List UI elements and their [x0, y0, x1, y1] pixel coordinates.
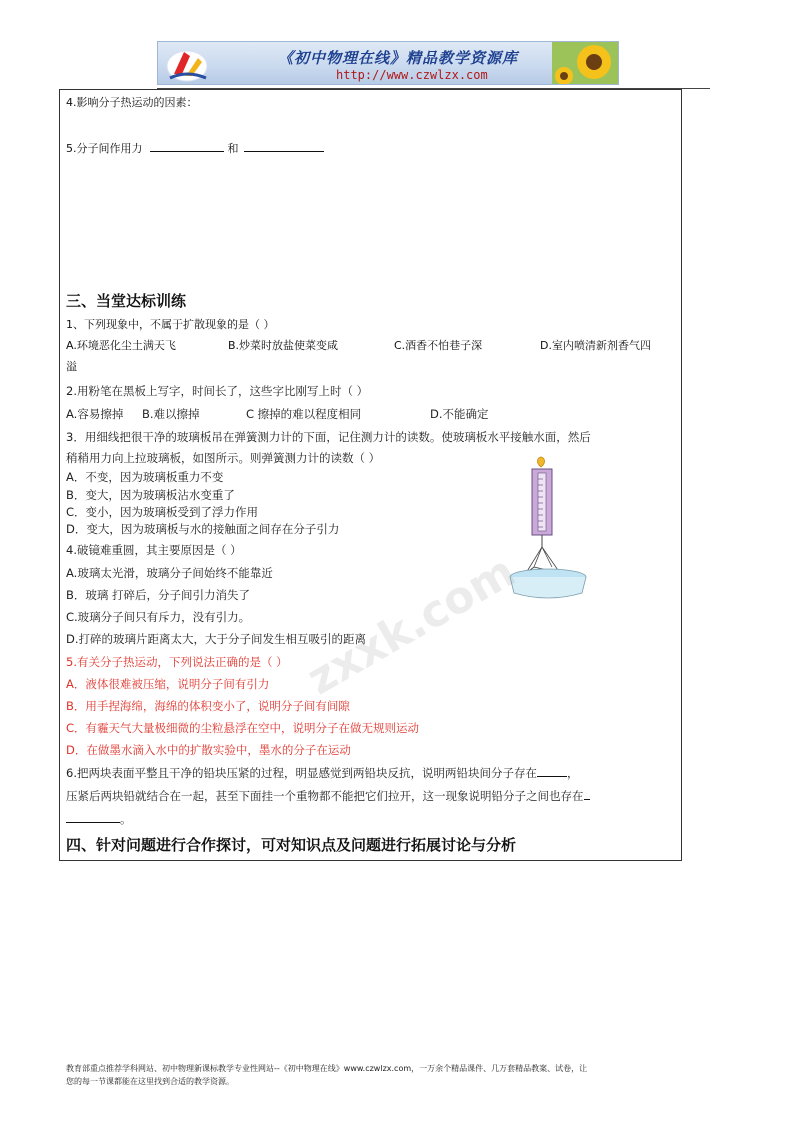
- option-d-continued: 溢: [66, 360, 77, 373]
- option-c: C．有霾天气大量极细微的尘粒悬浮在空中，说明分子在做无规则运动: [66, 721, 420, 735]
- question-6-text: 压紧后两块铅就结合在一起，甚至下面挂一个重物都不能把它们拉开，这一现象说明铅分子之间也存在: [66, 789, 584, 803]
- section-heading: 三、当堂达标训练: [66, 292, 187, 310]
- question-6-line-2: [66, 789, 590, 803]
- watermark: zxxk.com: [298, 545, 524, 706]
- question-stem: 1、下列现象中，不属于扩散现象的是（ ）: [66, 318, 275, 331]
- question-stem-continued: 稍稍用力向上拉玻璃板，如图所示。则弹簧测力计的读数（ ）: [66, 451, 381, 465]
- question-stem: 4.破镜难重圆，其主要原因是（ ）: [66, 543, 242, 557]
- option-d: D．变大，因为玻璃板与水的接触面之间存在分子引力: [66, 522, 340, 536]
- option-d: D.室内喷清新剂香气四: [540, 339, 651, 352]
- site-banner: [157, 41, 619, 85]
- option-d: D.不能确定: [430, 407, 489, 421]
- item-4: 4.影响分子热运动的因素：: [66, 96, 198, 109]
- question-stem: 2.用粉笔在黑板上写字，时间长了，这些字比刚写上时（ ）: [66, 384, 369, 398]
- sunflower-icon: [552, 42, 618, 85]
- footer-line-2: 您的每一节课都能在这里找到合适的教学资源。: [66, 1077, 234, 1086]
- item-5-text: 5.分子间作用力: [66, 142, 143, 155]
- banner-url[interactable]: http://www.czwlzx.com: [336, 68, 488, 82]
- option-c: C.酒香不怕巷子深: [394, 339, 483, 352]
- footer-line-1: 教育部重点推荐学科网站、初中物理新课标教学专业性网站--《初中物理在线》www.czwlzx.com，一万余个精品课件、几万套精品教案、试卷，让: [66, 1064, 588, 1073]
- question-6-punct: ，: [566, 766, 579, 780]
- answer-blank[interactable]: [150, 141, 224, 152]
- answer-blank[interactable]: [244, 141, 324, 152]
- option-a: A.容易擦掉: [66, 407, 124, 421]
- option-b: B.炒菜时放盐使菜变咸: [228, 339, 339, 352]
- question-6-punct: 。: [120, 812, 132, 826]
- option-d: D．在做墨水滴入水中的扩散实验中，墨水的分子在运动: [66, 743, 351, 757]
- answer-blank[interactable]: [537, 766, 567, 777]
- question-6-line-1: [66, 766, 578, 780]
- question-6-line-3: [66, 812, 132, 826]
- option-b: B．用手捏海绵，海绵的体积变小了，说明分子间有间隙: [66, 699, 350, 713]
- banner-title: 《初中物理在线》精品教学资源库: [278, 49, 519, 67]
- site-logo-icon: [164, 44, 210, 84]
- option-c: C 擦掉的难以程度相同: [246, 407, 362, 421]
- option-d: D.打碎的玻璃片距离太大，大于分子间发生相互吸引的距离: [66, 632, 367, 646]
- question-6-text: 6.把两块表面平整且干净的铅块压紧的过程，明显感觉到两铅块反抗，说明两铅块间分子存在: [66, 766, 537, 780]
- item-5-and: 和: [227, 142, 239, 155]
- option-a: A.玻璃太光滑，玻璃分子间始终不能靠近: [66, 566, 273, 580]
- answer-blank[interactable]: [584, 789, 590, 800]
- option-a: A．液体很难被压缩，说明分子间有引力: [66, 677, 270, 691]
- option-a: A.环境恶化尘土满天飞: [66, 339, 176, 352]
- option-c: C．变小，因为玻璃板受到了浮力作用: [66, 505, 259, 519]
- section-heading: 四、针对问题进行合作探讨，可对知识点及问题进行拓展讨论与分析: [66, 836, 517, 854]
- answer-blank[interactable]: [66, 812, 120, 823]
- question-stem: 5.有关分子热运动，下列说法正确的是（ ）: [66, 655, 288, 669]
- spring-scale-figure: [508, 455, 618, 601]
- option-b: B．变大，因为玻璃板沾水变重了: [66, 488, 235, 502]
- question-stem: 3．用细线把很干净的玻璃板吊在弹簧测力计的下面，记住测力计的读数。使玻璃板水平接触水面，然后: [66, 430, 591, 444]
- option-b: B.难以擦掉: [142, 407, 200, 421]
- option-a: A．不变，因为玻璃板重力不变: [66, 470, 224, 484]
- option-b: B．玻璃 打碎后，分子间引力消失了: [66, 588, 251, 602]
- item-5: [66, 141, 324, 156]
- option-c: C.玻璃分子间只有斥力，没有引力。: [66, 610, 251, 624]
